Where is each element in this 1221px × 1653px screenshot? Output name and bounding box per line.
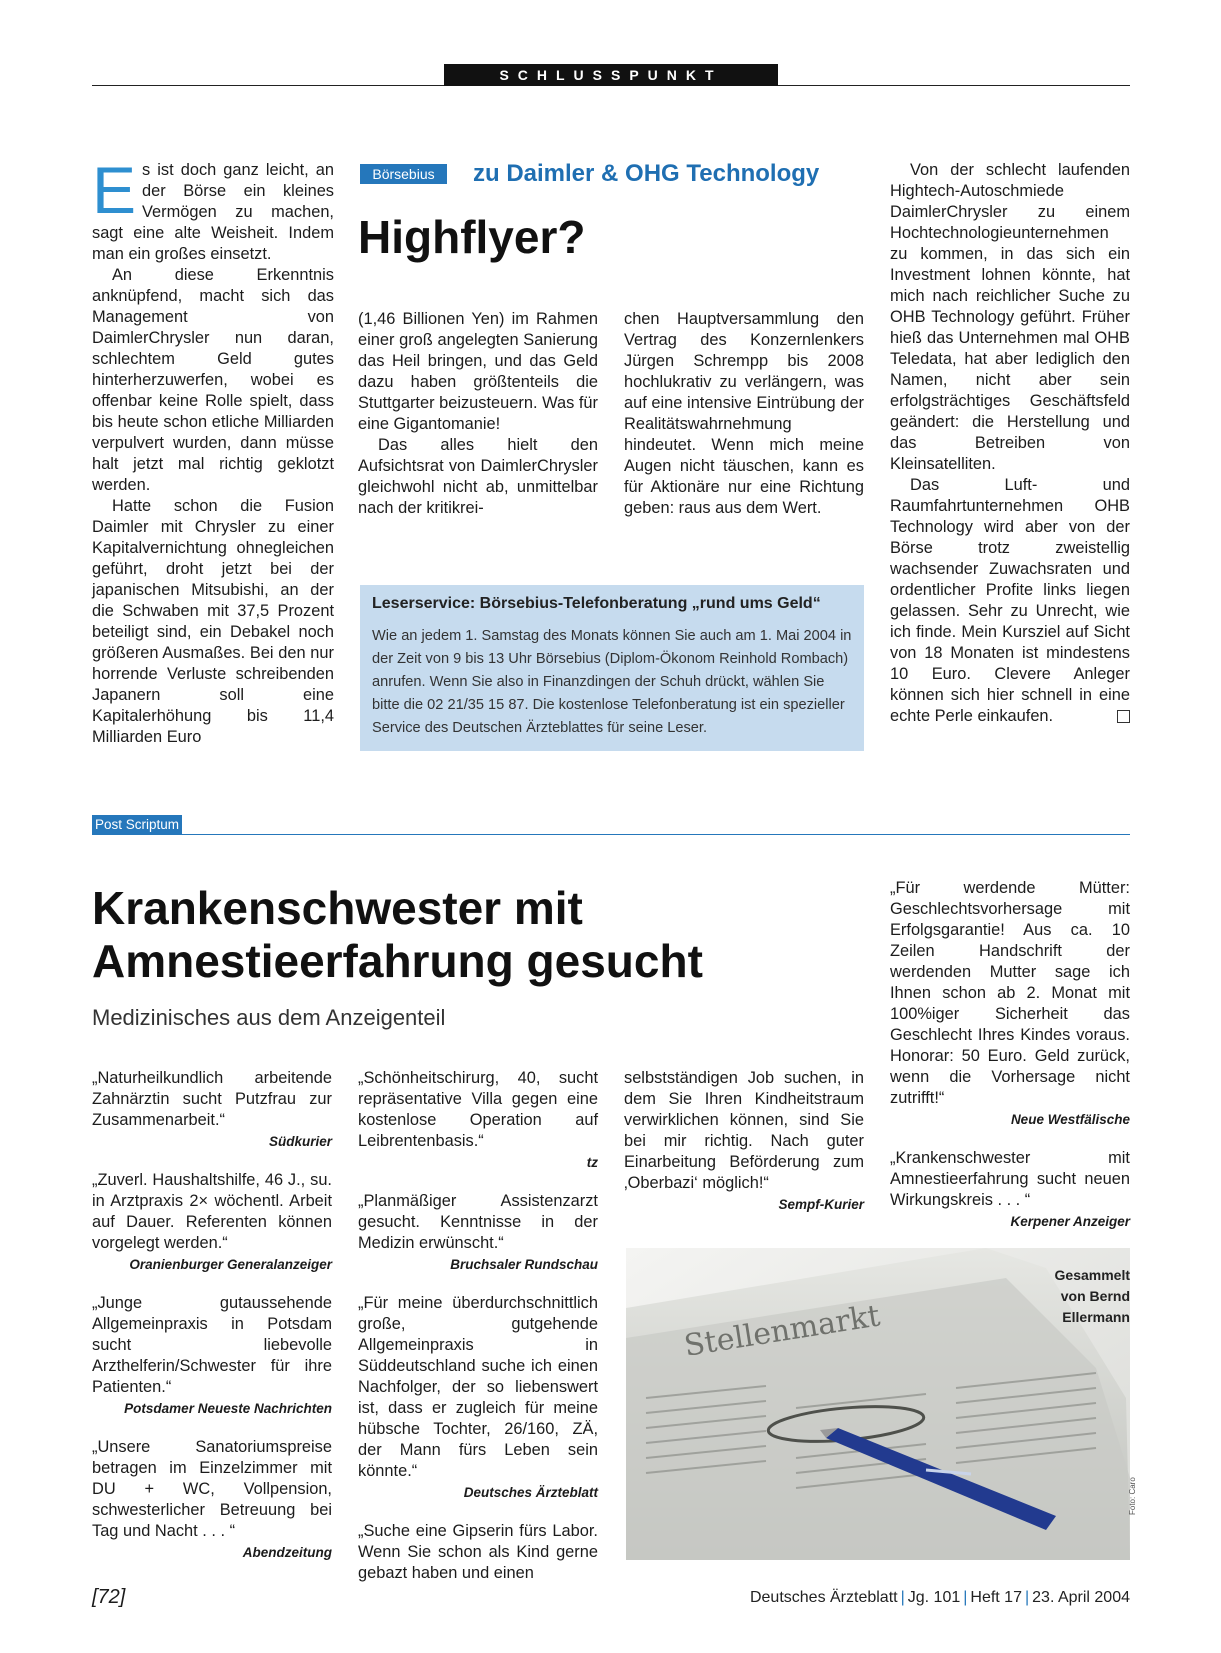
- ad-quote: „Suche eine Gipserin fürs Labor. Wenn Sie schon als Kind gerne gebazt haben und einen: [358, 1522, 598, 1582]
- ad-source: Deutsches Ärzteblatt: [463, 1485, 598, 1500]
- ad-quote: „Junge gutaussehende Allgemeinpraxis in Potsdam sucht liebevolle Arzthelferin/Schwester für ihre Patienten.“: [92, 1294, 332, 1396]
- paragraph: An diese Erkenntnis anknüpfend, macht sich das Management von DaimlerChrysler nun daran, schlechtem Geld gutes hinterherzuwerfen, wobei es offenbar keine Rolle spielt, dass bis heute schon etliche Milliarden verpulvert wurden, dann müsse halt jetzt mal richtig geklotzt werden.: [92, 266, 334, 494]
- postscriptum-tag: Post Scriptum: [92, 815, 182, 835]
- ads-column-4: [890, 878, 1130, 1250]
- paragraph: (1,46 Billionen Yen) im Rahmen einer groß angelegten Sanierung das Heil bringen, und das Geld dazu haben größtenteils die Stuttgarter beizusteuern. Was für eine Gigantomanie!: [358, 310, 598, 433]
- ads-column-3: [624, 1068, 864, 1233]
- paragraph: Das alles hielt den Aufsichtsrat von DaimlerChrysler gleichwohl nicht ab, unmittelbar nach der kritikrei-: [358, 436, 598, 517]
- photo-credit: Foto: Caro: [1128, 1477, 1137, 1515]
- postscriptum-subhead: Medizinisches aus dem Anzeigenteil: [92, 1005, 446, 1030]
- page-number: [72]: [92, 1586, 126, 1608]
- ad-source: Kerpener Anzeiger: [1010, 1214, 1130, 1229]
- section-label: SCHLUSSPUNKT: [444, 64, 778, 86]
- service-title: Leserservice: Börsebius-Telefonberatung „rund ums Geld“: [372, 595, 821, 612]
- article-headline: Highflyer?: [358, 211, 586, 263]
- paragraph: Das Luft- und Raumfahrtunternehmen OHB Technology wird aber von der Börse trotz zweistellig wachsender Zuwachsraten und ordentlicher Profite links liegen gelassen. Sehr zu Unrecht, wie ich finde. Mein Kursziel auf Sicht von 18 Monaten ist mindestens 10 Euro. Clevere Anleger können sich hier schnell in eine echte Perle einkaufen.: [890, 476, 1130, 725]
- ads-column-2: [358, 1068, 598, 1584]
- ad-quote: selbstständigen Job suchen, in dem Sie Ihren Kindheitstraum verwirklichen können, sind Sie bei mir richtig. Nach guter Einarbeitung Beförderung zum ‚Oberbazi‘ möglich!“: [624, 1069, 864, 1192]
- ad-quote: „Für meine überdurchschnittlich große, gutgehende Allgemeinpraxis in Süddeutschland suche ich einen Nachfolger, der so liebenswert ist, dass er zugleich für meine hübsche Tochter, 26/160, ZÄ, der Mann fürs Leben sein könnte.“: [358, 1294, 598, 1480]
- ad-quote: „Unsere Sanatoriumspreise betragen im Einzelzimmer mit DU + WC, Vollpension, schwesterlicher Betreuung bei Tag und Nacht . . . “: [92, 1438, 332, 1540]
- paragraph: chen Hauptversammlung den Vertrag des Konzernlenkers Jürgen Schrempp bis 2008 hochlukrativ zu verlängern, was auf eine intensive Eintrübung der Realitätswahrnehmung hindeutet. Wenn mich meine Augen nicht täuschen, kann es für Aktionäre nur eine Richtung geben: raus aus dem Wert.: [624, 310, 864, 517]
- svg-text:Stellenmarkt: Stellenmarkt: [681, 1298, 883, 1364]
- ad-quote: „Planmäßiger Assistenzarzt gesucht. Kenntnisse in der Medizin erwünscht.“: [358, 1192, 598, 1252]
- compiled-by-credit: Gesammelt von Bernd Ellermann: [1054, 1267, 1130, 1325]
- ad-source: Abendzeitung: [242, 1545, 332, 1560]
- article1-column-2: [358, 309, 598, 519]
- ad-quote: „Für werdende Mütter: Geschlechtsvorhersage mit Erfolgsgarantie! Aus ca. 10 Zeilen Handschrift der werdenden Mutter sage ich Ihnen schon ab 2. Monat mit 100%iger Sicherheit das Geschlecht Ihres Kindes voraus. Honorar: 50 Euro. Geld zurück, wenn die Vorhersage nicht zutrifft!“: [890, 879, 1130, 1107]
- postscriptum-headline: Krankenschwester mit Amnestieerfahrung gesucht: [92, 882, 703, 987]
- paragraph: s ist doch ganz leicht, an der Börse ein kleines Vermögen zu machen, sagt eine alte Weisheit. Indem man ein großes einsetzt.: [92, 161, 334, 263]
- ad-quote: „Naturheilkundlich arbeitende Zahnärztin sucht Putzfrau zur Zusammenarbeit.“: [92, 1069, 332, 1129]
- ad-source: Sempf-Kurier: [778, 1197, 864, 1212]
- ad-source: tz: [586, 1155, 598, 1170]
- column-kicker: Börsebius: [360, 164, 447, 184]
- paragraph: Hatte schon die Fusion Daimler mit Chrysler zu einer Kapitalvernichtung ohnegleichen geführt, droht jetzt bei der japanischen Mitsubishi, an der die Schwaben mit 37,5 Prozent beteiligt sind, ein Debakel noch größeren Ausmaßes. Bei den nur horrende Verluste schreibenden Japanern soll eine Kapitalerhöhung bis 11,4 Milliarden Euro: [92, 497, 334, 746]
- ad-quote: „Krankenschwester mit Amnestieerfahrung sucht neuen Wirkungskreis . . . “: [890, 1149, 1130, 1209]
- ad-source: Oranienburger Generalanzeiger: [129, 1257, 332, 1272]
- postscriptum-rule: [92, 834, 1130, 835]
- ad-quote: „Zuverl. Haushaltshilfe, 46 J., su. in Arztpraxis 2× wöchentl. Arbeit auf Dauer. Referenten können vorgelegt werden.“: [92, 1171, 332, 1252]
- drop-cap: E: [92, 153, 137, 227]
- article1-column-4: [890, 160, 1130, 727]
- service-box: [360, 585, 864, 751]
- ad-source: Bruchsaler Rundschau: [450, 1257, 598, 1272]
- ads-column-1: [92, 1068, 332, 1581]
- service-body: Wie an jedem 1. Samstag des Monats können Sie auch am 1. Mai 2004 in der Zeit von 9 bis 13 Uhr Börsebius (Diplom-Ökonom Reinhold Rombach) anrufen. Wenn Sie also in Finanzdingen der Schuh drückt, wählen Sie bitte die 02 21/35 15 87. Die kostenlose Telefonberatung ist ein spezieller Service des Deutschen Ärzteblattes für seine Leser.: [372, 628, 852, 736]
- ad-source: Neue Westfälische: [1010, 1112, 1130, 1127]
- article-topic: zu Daimler & OHG Technology: [473, 160, 820, 187]
- article1-column-3: [624, 309, 864, 519]
- ad-quote: „Schönheitschirurg, 40, sucht repräsentative Villa gegen eine kostenlose Operation auf Leibrentenbasis.“: [358, 1069, 598, 1150]
- footer-citation: Deutsches Ärzteblatt | Jg. 101 | Heft 17 | 23. April 2004: [749, 1589, 1130, 1606]
- end-mark-icon: [1117, 710, 1130, 723]
- article1-column-1: [92, 153, 334, 748]
- ad-source: Potsdamer Neueste Nachrichten: [124, 1401, 332, 1416]
- ad-source: Südkurier: [268, 1134, 332, 1149]
- paragraph: Von der schlecht laufenden Hightech-Autoschmiede DaimlerChrysler zu einem Hochtechnologieunternehmen zu kommen, in das sich ein Investment lohnen könnte, hat mich nach reichlicher Suche zu OHB Technology geführt. Früher hieß das Unternehmen mal OHB Teledata, hat aber lediglich den Namen, nicht aber sein erfolgsträchtiges Geschäftsfeld geändert: die Herstellung und das Betreiben von Kleinsatelliten.: [890, 161, 1130, 473]
